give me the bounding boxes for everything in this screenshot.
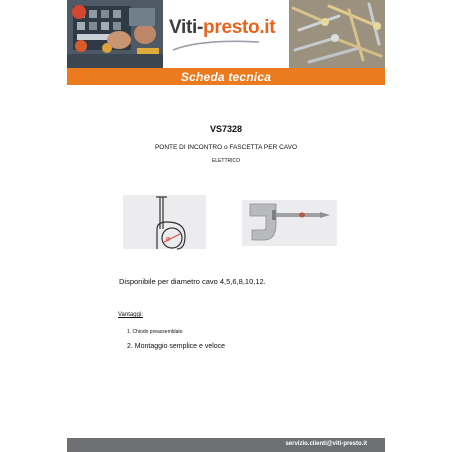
screws-photo xyxy=(289,0,385,68)
contact-email[interactable]: servizio.clienti@viti-presto.it xyxy=(285,441,367,447)
brand-name-accent: presto.it xyxy=(203,17,276,38)
page-header xyxy=(67,0,385,84)
logo-swoosh-icon xyxy=(171,38,261,52)
banner-title: Scheda tecnica xyxy=(180,69,272,84)
cable-clip-diagram xyxy=(123,195,206,249)
availability-text: Disponibile per diametro cavo 4,5,6,8,10,12. xyxy=(119,277,266,286)
datasheet-page xyxy=(67,0,385,452)
brand-logo xyxy=(163,0,289,68)
brand-name-main: Viti- xyxy=(169,17,204,38)
clip-with-nail-photo xyxy=(242,200,337,246)
diameter-label: Ø xyxy=(166,237,170,243)
brand-name xyxy=(169,17,275,39)
product-code: VS7328 xyxy=(209,124,243,134)
datasheet-banner xyxy=(67,68,385,85)
tools-photo xyxy=(67,0,163,68)
advantage-item: 2. Montaggio semplice e veloce xyxy=(127,343,226,350)
advantage-item: 1. Chiodo preassemblato xyxy=(127,329,183,335)
advantages-title: Vantaggi: xyxy=(118,312,143,318)
page-footer xyxy=(67,438,385,452)
product-name-line2: ELETTRICO xyxy=(211,158,241,164)
product-name: PONTE DI INCONTRO o FASCETTA PER CAVO xyxy=(154,144,298,151)
